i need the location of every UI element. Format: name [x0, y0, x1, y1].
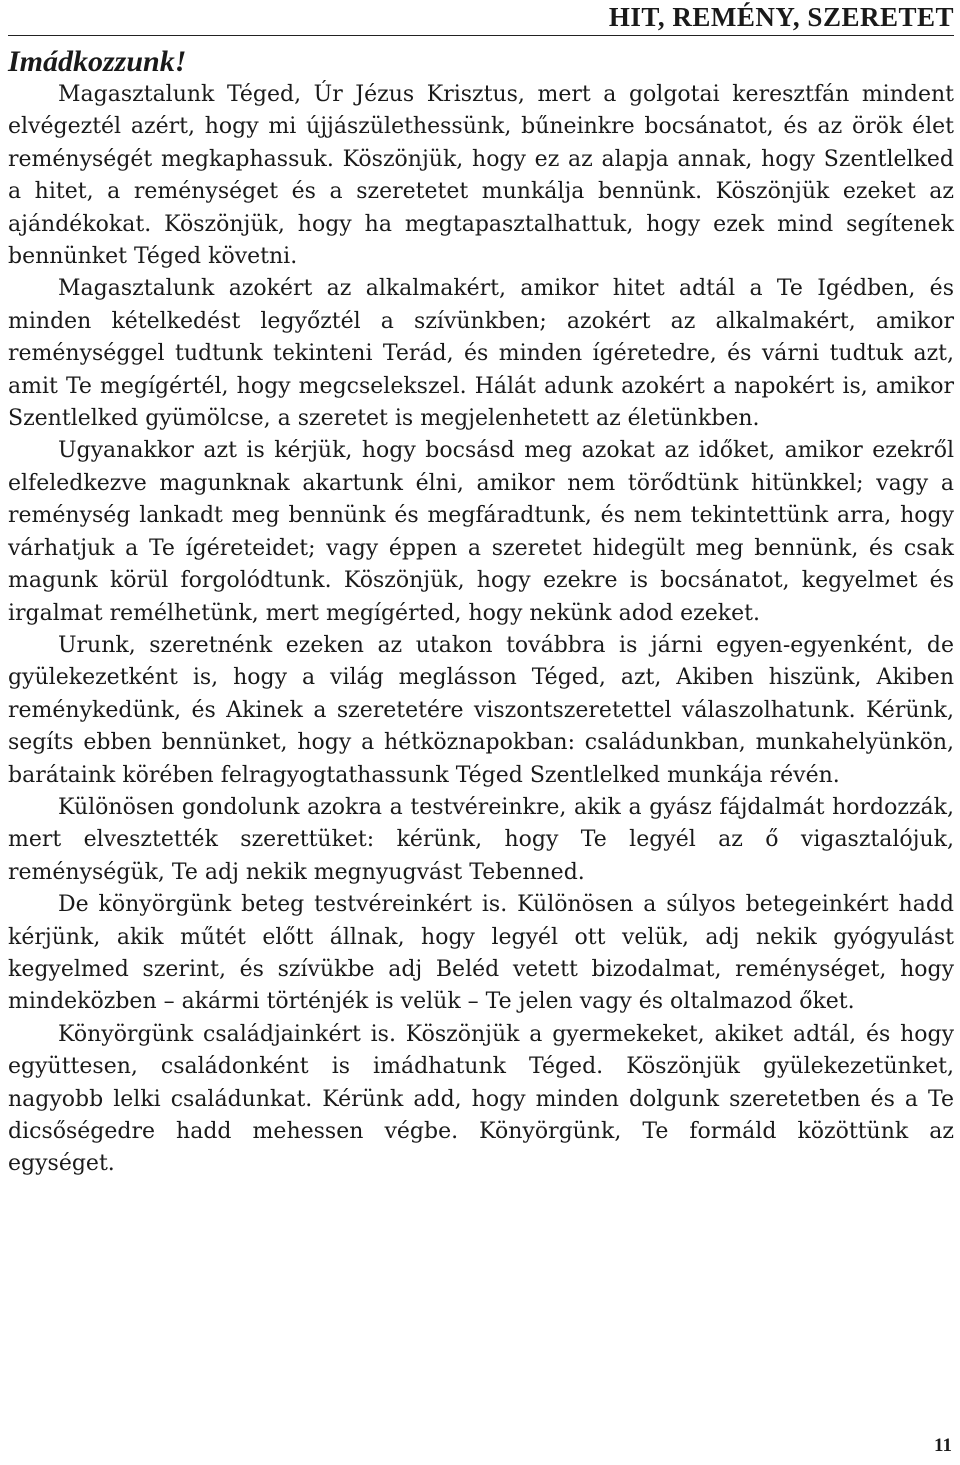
prayer-paragraph-1: Magasztalunk Téged, Úr Jézus Krisztus, mert a golgotai keresztfán mindent elvégeztél azért, hogy mi újjászülethessünk, bűneinkre bocsánatot, és az örök élet reménységét megkaphassuk. Köszönjük, hogy ez az alapja annak, hogy Szentlelked a hitet, a reménységet és a szeretetet munkálja bennünk. Köszönjük ezeket az ajándékokat. Köszönjük, hogy ha megtapasztalhattuk, hogy ezek mind segítenek bennünket Téged követni. — [8, 82, 954, 270]
header-rule — [8, 35, 954, 36]
document-page — [8, 0, 954, 1465]
prayer-paragraph-4: Urunk, szeretnénk ezeken az utakon továbbra is járni egyen-egyenként, de gyülekezetként is, hogy a világ meglásson Téged, azt, Akiben hiszünk, Akiben reménykedünk, és Akinek a szeretetére viszontszeretettel válaszolhatunk. Kérünk, segíts ebben bennünket, hogy a hétköznapokban: családunkban, munkahelyünkön, barátaink körében felragyogtathassunk Téged Szentlelked munkája révén. — [8, 632, 954, 788]
running-head-title: HIT, REMÉNY, SZERETET — [608, 2, 954, 32]
prayer-paragraph-3: Ugyanakkor azt is kérjük, hogy bocsásd meg azokat az időket, amikor ezekről elfeledkezve magunknak akartunk élni, amikor nem törődtünk hitünkkel; vagy a reménység lankadt meg bennünk és megfáradtunk, és nem tekintettünk arra, hogy várhatjuk a Te ígéreteidet; vagy éppen a szeretet hidegült meg bennünk, és csak magunk körül forgolódtunk. Köszönjük, hogy ezekre is bocsánatot, kegyelmet és irgalmat remélhetünk, mert megígérted, hogy nekünk adod ezeket. — [8, 438, 954, 626]
prayer-heading: Imádkozzunk! — [8, 45, 187, 78]
prayer-paragraph-5: Különösen gondolunk azokra a testvéreinkre, akik a gyász fájdalmát hordozzák, mert elvesztették szerettüket: kérünk, hogy Te legyél az ő vigasztalójuk, reménységük, Te adj nekik megnyugvást Tebenned. — [8, 794, 954, 885]
prayer-paragraph-2: Magasztalunk azokért az alkalmakért, amikor hitet adtál a Te Igédben, és minden kételkedést legyőztél a szívünkben; azokért az alkalmakért, amikor reménységgel tudtunk tekinteni Terád, és minden ígéretedre, és várni tudtuk azt, amit Te megígértél, hogy megcselekszel. Hálát adunk azokért a napokért is, amikor Szentlelked gyümölcse, a szeretet is megjelenhetett az életünkben. — [8, 276, 954, 432]
prayer-paragraph-6: De könyörgünk beteg testvéreinkért is. Különösen a súlyos betegeinkért hadd kérjünk, akik műtét előtt állnak, hogy legyél ott velük, adj nekik gyógyulást kegyelmed szerint, és szívükbe adj Beléd vetett bizodalmat, reménységet, hogy mindeközben – akármi történjék is velük – Te jelen vagy és oltalmazod őket. — [8, 892, 954, 1015]
page-number: 11 — [934, 1435, 952, 1456]
prayer-body — [8, 47, 954, 1181]
prayer-paragraph-7: Könyörgünk családjainkért is. Köszönjük a gyermekeket, akiket adtál, és hogy együttesen, családonként is imádhatunk Téged. Köszönjük gyülekezetünket, nagyobb lelki családunkat. Kérünk add, hogy minden dolgunk szeretetben és a Te dicsőségedre hadd mehessen végbe. Könyörgünk, Te formáld közöttünk az egységet. — [8, 1021, 954, 1177]
